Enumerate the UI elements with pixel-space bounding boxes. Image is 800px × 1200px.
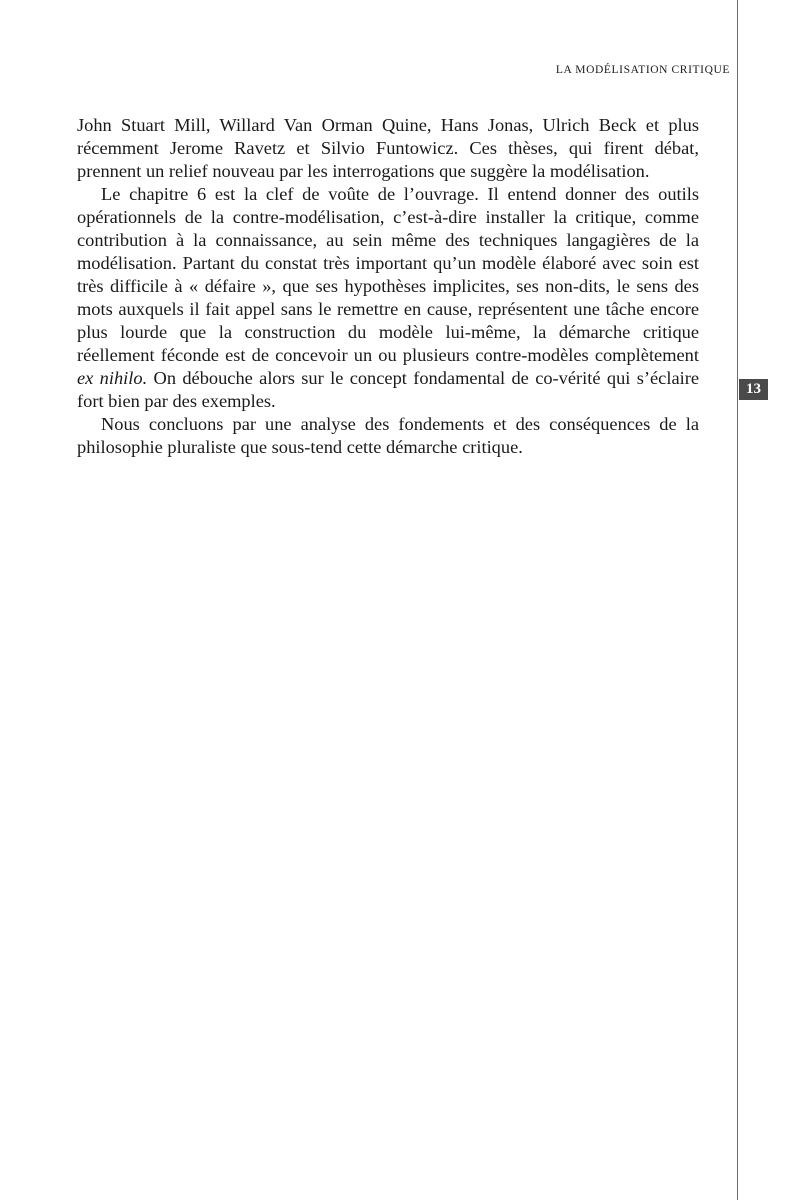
running-header: LA MODÉLISATION CRITIQUE [555, 64, 730, 76]
paragraph-2 [77, 183, 699, 413]
paragraph-2-ending: On débouche alors sur le concept fondamental de co-vérité qui s’éclaire fort bien par des exemples. [77, 368, 700, 411]
body-text [77, 114, 699, 459]
page-edge-rule [737, 0, 738, 1200]
paragraph-1 [77, 114, 699, 183]
paragraph-1-text: John Stuart Mill, Willard Van Orman Quine, Hans Jonas, Ulrich Beck et plus récemment Jerome Ravetz et Silvio Funtowicz. Ces thèses, qui firent débat, prennent un relief nouveau par les interrogations que suggère la modélisation. [77, 115, 699, 181]
paragraph-2-text: Le chapitre 6 est la clef de voûte de l’ouvrage. Il entend donner des outils opérationnels de la contre-modélisation, c’est-à-dire installer la critique, comme contribution à la connaissance, au sein même des techniques langagières de la modélisation. Partant du constat très important qu’un modèle élaboré avec soin est très difficile à « défaire », que ses hypothèses implicites, ses non-dits, le sens des mots auxquels il fait appel sans le remettre en cause, représentent une tâche encore plus lourde que la construction du modèle lui-même, la démarche critique réellement féconde est de concevoir un ou plusieurs contre-modèles complètement [77, 184, 699, 365]
paragraph-3-text: Nous concluons par une analyse des fondements et des conséquences de la philosophie pluraliste que sous-tend cette démarche critique. [77, 414, 699, 457]
paragraph-3 [77, 413, 699, 459]
paragraph-2-italic-term: ex nihilo. [77, 368, 148, 388]
page-number: 13 [739, 379, 768, 400]
